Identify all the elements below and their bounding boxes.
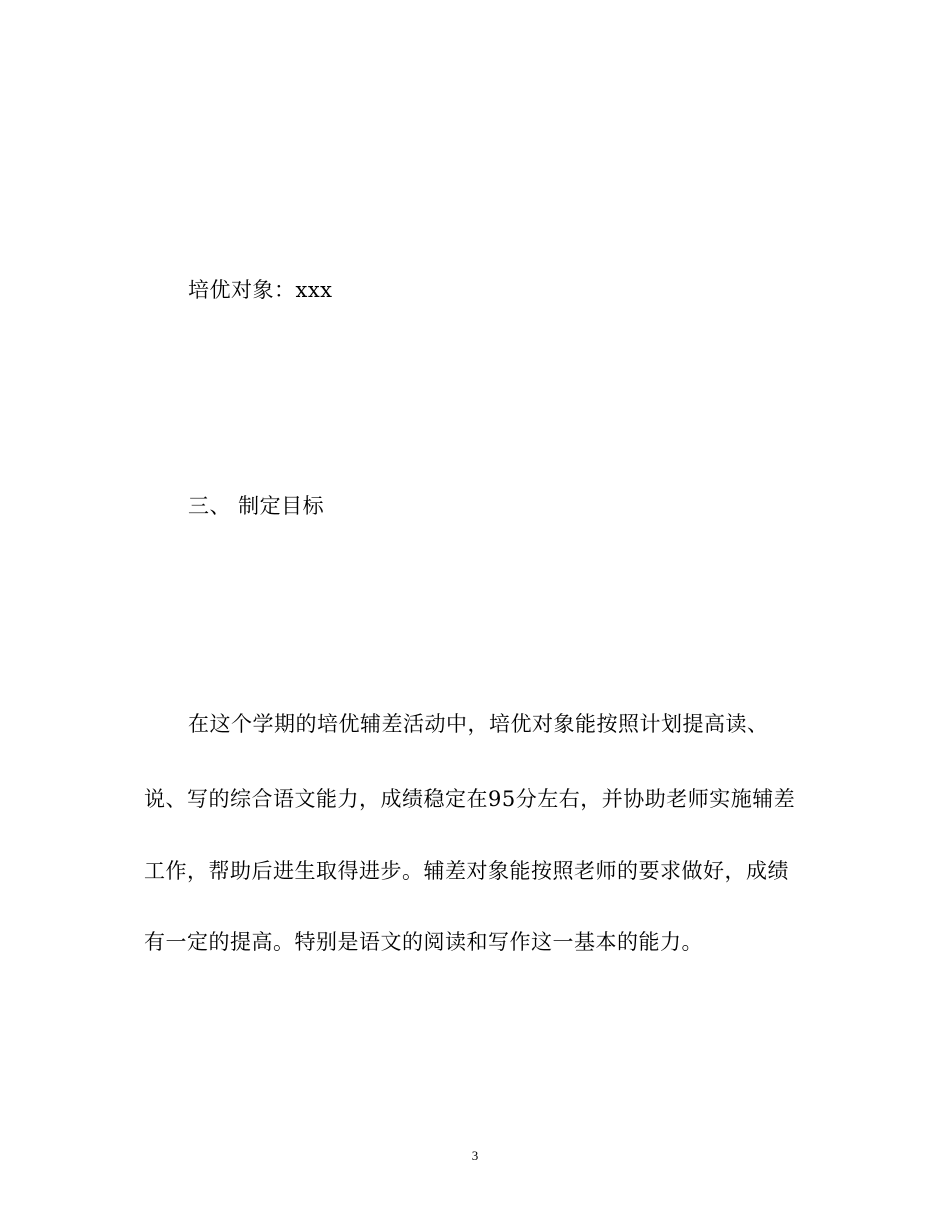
- paragraph-line: 说、写的综合语文能力，成绩稳定在95分左右，并协助老师实施辅差: [144, 787, 796, 811]
- target-students-line: 培优对象：xxx: [188, 278, 333, 302]
- paragraph-line: 有一定的提高。特别是语文的阅读和写作这一基本的能力。: [144, 930, 703, 954]
- paragraph-line: 在这个学期的培优辅差活动中，培优对象能按照计划提高读、: [188, 712, 769, 736]
- page-number: 3: [471, 1148, 479, 1163]
- section-heading: 三、 制定目标: [188, 494, 325, 518]
- paragraph-line: 工作，帮助后进生取得进步。辅差对象能按照老师的要求做好，成绩: [144, 859, 789, 883]
